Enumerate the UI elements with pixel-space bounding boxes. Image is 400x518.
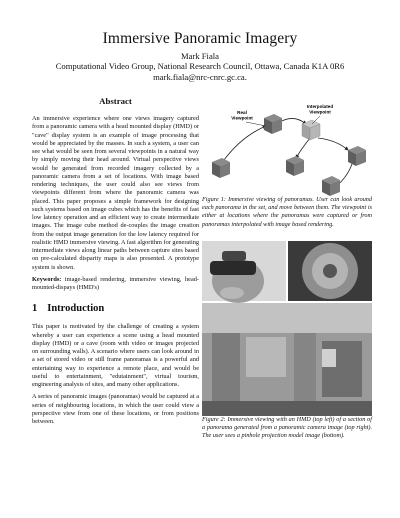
intro-paragraph-1: This paper is motivated by the challenge of creating a system whereby a user can experience a scene using a head mounted display (HMD) or a cave (room with video or images projected on surrounding walls). A scenario where users can look around in a set of stored video or still frame panoramas is a powerful and entertaining way to experience a remote place, and would be useful to entertainment, "edutainment", virtual tourism, engineering analysis of sites, and many other applications. — [32, 323, 199, 388]
pinhole-projection-image — [202, 303, 372, 416]
author-affiliation: Computational Video Group, National Research Council, Ottawa, Canada K1A 0R6 — [55, 61, 345, 72]
section-title: Introduction — [47, 303, 105, 315]
abstract-heading: Abstract — [99, 96, 132, 106]
figure-2-caption: Figure 2: Immersive viewing with an HMD (top left) of a section of a panorama generated from a panoramic camera image (top right). The user sees a pinhole projection model image (bottom). — [202, 415, 372, 440]
real-viewpoint-cube — [264, 114, 282, 134]
path-arrow — [296, 138, 310, 158]
path-arrow — [280, 118, 306, 124]
keywords-text: image-based rendering, immersive viewing, head-mounted-dispays (HMD's) — [32, 275, 199, 291]
hmd-user-photo — [202, 241, 286, 303]
section-number: 1 — [32, 303, 38, 315]
real-viewpoint-cube — [212, 158, 230, 178]
section-heading-introduction — [32, 303, 199, 314]
left-column — [32, 96, 199, 426]
label-real-viewpoint: Real Viewpoint — [231, 110, 253, 121]
label-interpolated-viewpoint: Interpolated Viewpoint — [306, 104, 334, 115]
real-viewpoint-cube — [322, 176, 340, 196]
viewpoint-diagram — [202, 96, 372, 196]
real-viewpoint-cube — [348, 146, 366, 166]
label-pointer — [246, 122, 266, 126]
path-arrow — [318, 138, 348, 150]
panoramic-camera-image — [288, 241, 372, 301]
author-block — [0, 51, 400, 82]
real-viewpoint-cube — [286, 156, 304, 176]
figure-1-diagram — [202, 96, 372, 196]
intro-paragraph-2: A series of panoramic images (panoramas) would be captured at a series of neighbouring locations, in which the user could view a perspective view from one of these locations, or from positions between. — [32, 393, 199, 425]
keywords-label: Keywords: — [32, 275, 62, 283]
figure-1-caption: Figure 1: Immersive viewing of panoramas. User can look around each panorama in the set, and move between them. The viewpoint is either at locations where the panoramas were captured or from panoramas interpolated with image based rendering. — [202, 196, 372, 228]
right-column — [202, 96, 372, 440]
path-arrow — [224, 126, 266, 160]
interpolated-viewpoint-cube — [302, 120, 320, 140]
figure-2-photos — [202, 241, 372, 416]
author-name: Mark Fiala — [181, 51, 219, 61]
keywords-line — [32, 276, 199, 293]
abstract-text: An immersive experience where one views imagery captured from a panoramic camera with a head mounted display (HMD) or "cave" display system is an example of image processing that would be appreciated by the masses. In such a system, a user can see what would be seen from several viewpoints in a natural way by simply moving their head around. Virtual perspective views would be generated from recorded imagery collected by a panoramic camera from a set of locations. With image based rendering techniques, the user could also see views from viewpoints different from where the panoramic camera was placed. This paper proposes a simple framework for designing such systems based on image cubes which has the benefits of fast low latency operation and an efficient way to create intermediate images. The image cube method de-couples the image creation from the output image generation for the low latency required for realistic HMD immersive viewing. A fast algorithm for generating intermediate views along linear paths between capture sites based on pre-calculated disparity maps is also presented. A prototype system is shown. — [32, 115, 200, 271]
author-email: mark.fiala@nrc-cnrc.gc.ca. — [153, 71, 247, 82]
paper-title: Immersive Panoramic Imagery — [102, 30, 298, 47]
hmd-photo-composite — [202, 241, 372, 416]
